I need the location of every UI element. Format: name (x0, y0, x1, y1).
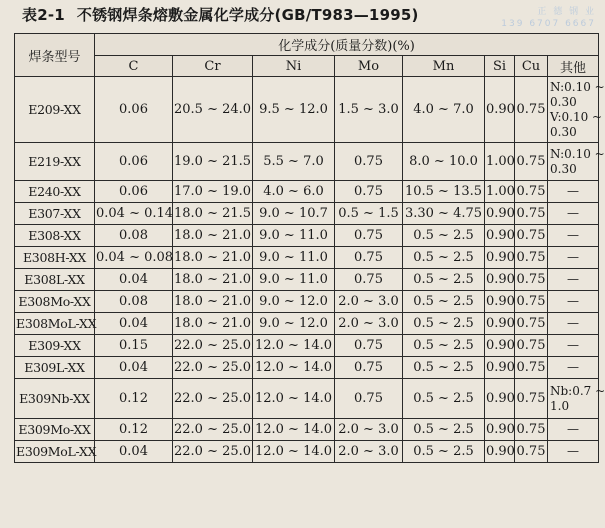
cell-model: E308H-XX (15, 247, 95, 269)
cell-mn: 0.5 ~ 2.5 (403, 357, 485, 379)
cell-mo: 0.75 (335, 181, 403, 203)
cell-other-line: Nb:0.7 ~ (550, 383, 605, 398)
cell-cu: 0.75 (515, 181, 548, 203)
cell-si: 0.90 (485, 203, 515, 225)
cell-mo: 0.75 (335, 143, 403, 181)
cell-model: E308L-XX (15, 269, 95, 291)
cell-c: 0.06 (95, 181, 173, 203)
cell-cu: 0.75 (515, 335, 548, 357)
cell-cr: 20.5 ~ 24.0 (173, 77, 253, 143)
table-row (15, 379, 599, 419)
cell-other-line: 1.0 (550, 398, 570, 413)
cell-other-line: N:0.10 ~ (550, 146, 605, 161)
cell-other-line: V:0.10 ~ (550, 109, 603, 124)
cell-ni: 9.0 ~ 12.0 (253, 291, 335, 313)
cell-other (548, 379, 605, 419)
cell-other (548, 77, 605, 143)
header-cr: Cr (173, 56, 253, 77)
cell-ni: 9.0 ~ 11.0 (253, 247, 335, 269)
cell-si: 0.90 (485, 335, 515, 357)
cell-other-line: N:0.10 ~ (550, 79, 605, 94)
cell-mo: 0.5 ~ 1.5 (335, 203, 403, 225)
cell-cu: 0.75 (515, 291, 548, 313)
header-composition-group: 化学成分(质量分数)(%) (95, 34, 599, 56)
cell-cr: 22.0 ~ 25.0 (173, 335, 253, 357)
cell-model: E309L-XX (15, 357, 95, 379)
cell-c: 0.04 ~ 0.08 (95, 247, 173, 269)
cell-mo: 0.75 (335, 269, 403, 291)
cell-model: E219-XX (15, 143, 95, 181)
cell-mn: 0.5 ~ 2.5 (403, 379, 485, 419)
cell-other-line: — (567, 444, 579, 458)
cell-other (548, 441, 599, 463)
cell-mn: 0.5 ~ 2.5 (403, 441, 485, 463)
cell-mn: 0.5 ~ 2.5 (403, 225, 485, 247)
cell-cu: 0.75 (515, 247, 548, 269)
cell-mo: 2.0 ~ 3.0 (335, 441, 403, 463)
cell-ni: 4.0 ~ 6.0 (253, 181, 335, 203)
cell-other-line: 0.30 (550, 94, 577, 109)
cell-model: E309MoL-XX (15, 441, 95, 463)
table-row (15, 313, 599, 335)
cell-model: E309-XX (15, 335, 95, 357)
cell-cr: 22.0 ~ 25.0 (173, 357, 253, 379)
cell-c: 0.04 (95, 357, 173, 379)
cell-ni: 9.5 ~ 12.0 (253, 77, 335, 143)
cell-cu: 0.75 (515, 269, 548, 291)
cell-cu: 0.75 (515, 419, 548, 441)
cell-c: 0.06 (95, 143, 173, 181)
cell-mo: 2.0 ~ 3.0 (335, 291, 403, 313)
cell-other-line: — (567, 338, 579, 352)
cell-other (548, 203, 599, 225)
header-c: C (95, 56, 173, 77)
cell-si: 0.90 (485, 247, 515, 269)
header-si: Si (485, 56, 515, 77)
cell-other (548, 357, 599, 379)
header-cu: Cu (515, 56, 548, 77)
cell-cu: 0.75 (515, 441, 548, 463)
cell-other (548, 225, 599, 247)
cell-cr: 18.0 ~ 21.0 (173, 269, 253, 291)
cell-other (548, 335, 599, 357)
table-row (15, 77, 599, 143)
cell-cr: 22.0 ~ 25.0 (173, 441, 253, 463)
cell-model: E240-XX (15, 181, 95, 203)
cell-mn: 0.5 ~ 2.5 (403, 291, 485, 313)
table-row (15, 247, 599, 269)
table-row (15, 291, 599, 313)
cell-other (548, 247, 599, 269)
cell-si: 0.90 (485, 225, 515, 247)
cell-cu: 0.75 (515, 357, 548, 379)
cell-ni: 12.0 ~ 14.0 (253, 379, 335, 419)
cell-model: E307-XX (15, 203, 95, 225)
cell-c: 0.12 (95, 379, 173, 419)
cell-cu: 0.75 (515, 313, 548, 335)
cell-mn: 0.5 ~ 2.5 (403, 335, 485, 357)
cell-mn: 0.5 ~ 2.5 (403, 247, 485, 269)
cell-ni: 12.0 ~ 14.0 (253, 419, 335, 441)
cell-c: 0.08 (95, 291, 173, 313)
cell-cu: 0.75 (515, 77, 548, 143)
cell-other-line: — (567, 272, 579, 286)
table-body (15, 77, 605, 463)
cell-ni: 9.0 ~ 10.7 (253, 203, 335, 225)
cell-si: 0.90 (485, 313, 515, 335)
table-number: 表2-1 (22, 6, 65, 24)
cell-model: E308-XX (15, 225, 95, 247)
cell-other-line: 0.30 (550, 124, 577, 139)
cell-cr: 18.0 ~ 21.0 (173, 313, 253, 335)
table-row (15, 181, 599, 203)
cell-si: 0.90 (485, 269, 515, 291)
table-caption: 不锈钢焊条熔敷金属化学成分(GB/T983—1995) (76, 6, 419, 24)
cell-cu: 0.75 (515, 203, 548, 225)
cell-other-line: — (567, 250, 579, 264)
cell-other-line: 0.30 (550, 161, 577, 176)
cell-mo: 0.75 (335, 247, 403, 269)
cell-other (548, 291, 599, 313)
cell-si: 0.90 (485, 77, 515, 143)
cell-ni: 5.5 ~ 7.0 (253, 143, 335, 181)
cell-other-line: — (567, 422, 579, 436)
cell-other-line: — (567, 206, 579, 220)
cell-mo: 2.0 ~ 3.0 (335, 419, 403, 441)
cell-model: E309Mo-XX (15, 419, 95, 441)
cell-c: 0.04 (95, 269, 173, 291)
header-mo: Mo (335, 56, 403, 77)
cell-model: E309Nb-XX (15, 379, 95, 419)
header-mn: Mn (403, 56, 485, 77)
cell-cr: 18.0 ~ 21.0 (173, 247, 253, 269)
cell-other-line: — (567, 184, 579, 198)
cell-cr: 18.0 ~ 21.0 (173, 291, 253, 313)
cell-other (548, 269, 599, 291)
cell-mn: 0.5 ~ 2.5 (403, 269, 485, 291)
table-row (15, 203, 599, 225)
composition-table (14, 33, 605, 463)
cell-mn: 0.5 ~ 2.5 (403, 313, 485, 335)
cell-mo: 0.75 (335, 357, 403, 379)
cell-si: 1.00 (485, 143, 515, 181)
cell-cr: 18.0 ~ 21.5 (173, 203, 253, 225)
table-row (15, 143, 599, 181)
cell-si: 0.90 (485, 291, 515, 313)
header-other: 其他 (548, 56, 599, 77)
cell-other-line: — (567, 316, 579, 330)
cell-other (548, 419, 599, 441)
cell-mo: 0.75 (335, 379, 403, 419)
cell-other-line: — (567, 360, 579, 374)
cell-mo: 0.75 (335, 225, 403, 247)
table-row (15, 441, 599, 463)
cell-ni: 9.0 ~ 11.0 (253, 225, 335, 247)
table-title (22, 4, 419, 25)
cell-ni: 9.0 ~ 11.0 (253, 269, 335, 291)
cell-ni: 12.0 ~ 14.0 (253, 441, 335, 463)
cell-mn: 4.0 ~ 7.0 (403, 77, 485, 143)
cell-si: 1.00 (485, 181, 515, 203)
cell-cu: 0.75 (515, 225, 548, 247)
cell-mo: 0.75 (335, 335, 403, 357)
cell-cu: 0.75 (515, 143, 548, 181)
cell-mn: 0.5 ~ 2.5 (403, 419, 485, 441)
cell-si: 0.90 (485, 379, 515, 419)
cell-other (548, 143, 605, 181)
cell-c: 0.04 (95, 441, 173, 463)
cell-c: 0.12 (95, 419, 173, 441)
header-model: 焊条型号 (15, 34, 95, 77)
cell-model: E209-XX (15, 77, 95, 143)
cell-si: 0.90 (485, 357, 515, 379)
cell-other (548, 181, 599, 203)
cell-model: E308Mo-XX (15, 291, 95, 313)
watermark-phone: 139 6707 6667 (501, 19, 596, 29)
cell-cr: 22.0 ~ 25.0 (173, 379, 253, 419)
cell-mn: 8.0 ~ 10.0 (403, 143, 485, 181)
cell-cr: 18.0 ~ 21.0 (173, 225, 253, 247)
table-row (15, 357, 599, 379)
cell-ni: 9.0 ~ 12.0 (253, 313, 335, 335)
cell-c: 0.04 ~ 0.14 (95, 203, 173, 225)
cell-mo: 1.5 ~ 3.0 (335, 77, 403, 143)
cell-c: 0.15 (95, 335, 173, 357)
cell-mn: 10.5 ~ 13.5 (403, 181, 485, 203)
cell-other (548, 313, 599, 335)
cell-cr: 19.0 ~ 21.5 (173, 143, 253, 181)
cell-cu: 0.75 (515, 379, 548, 419)
cell-c: 0.06 (95, 77, 173, 143)
watermark (501, 6, 596, 30)
cell-mo: 2.0 ~ 3.0 (335, 313, 403, 335)
watermark-name: 正 德 钢 业 (537, 7, 596, 17)
table-row (15, 269, 599, 291)
cell-other-line: — (567, 228, 579, 242)
table-row (15, 225, 599, 247)
cell-cr: 17.0 ~ 19.0 (173, 181, 253, 203)
cell-model: E308MoL-XX (15, 313, 95, 335)
table-row (15, 335, 599, 357)
cell-si: 0.90 (485, 419, 515, 441)
cell-si: 0.90 (485, 441, 515, 463)
table-row (15, 419, 599, 441)
cell-mn: 3.30 ~ 4.75 (403, 203, 485, 225)
cell-c: 0.08 (95, 225, 173, 247)
header-ni: Ni (253, 56, 335, 77)
cell-ni: 12.0 ~ 14.0 (253, 335, 335, 357)
cell-ni: 12.0 ~ 14.0 (253, 357, 335, 379)
header-row-elements (15, 56, 599, 77)
header-row-group (15, 34, 599, 56)
cell-c: 0.04 (95, 313, 173, 335)
cell-other-line: — (567, 294, 579, 308)
cell-cr: 22.0 ~ 25.0 (173, 419, 253, 441)
